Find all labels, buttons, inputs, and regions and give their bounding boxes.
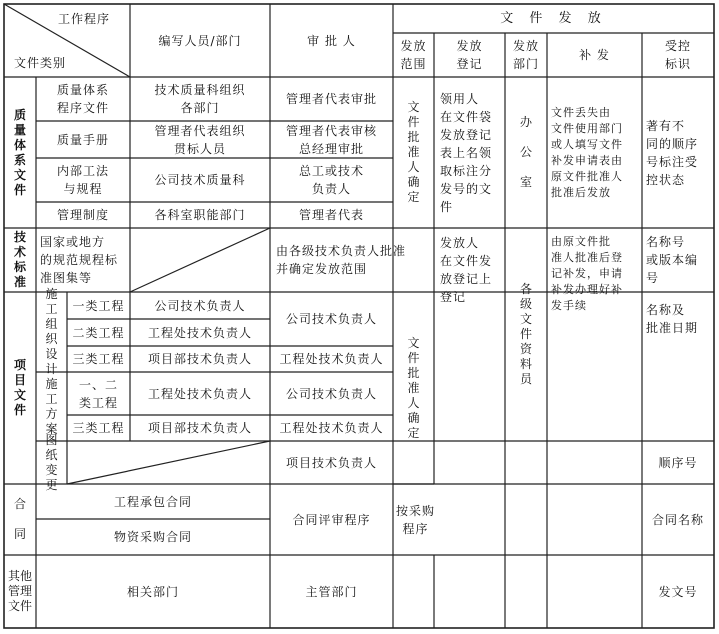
project-change-control-mark: 顺序号	[658, 455, 698, 470]
other-control-mark: 发文号	[658, 584, 698, 599]
other-writer: 相关部门	[126, 584, 179, 599]
header-issue-scope: 发放 范围	[400, 39, 427, 71]
quality-row-writer: 管理者代表组织 贯标人员	[154, 123, 246, 156]
other-approver: 主管部门	[305, 584, 358, 599]
quality-row-name: 质量体系 程序文件	[56, 83, 109, 115]
quality-group-label: 质量体系文件	[13, 107, 26, 197]
contract-control-mark: 合同名称	[651, 512, 704, 527]
project-issue-scope: 文件批准人确定	[407, 335, 420, 440]
project-class: 三类工程	[72, 421, 125, 435]
header-writer: 编写人员/部门	[158, 33, 242, 48]
project-approver-design-3: 工程处技术负责人	[279, 352, 384, 366]
tech-standards-name: 国家或地方 的规范规程标 准图集等	[40, 235, 119, 285]
project-writer: 项目部技术负责人	[147, 421, 252, 435]
quality-issue-dept: 办 公 室	[519, 115, 532, 189]
project-class: 二类工程	[72, 325, 125, 340]
quality-row-writer: 技术质量科组织 各部门	[154, 83, 246, 115]
tech-control-mark: 名称号 或版本编 号	[646, 235, 699, 285]
quality-row-writer: 公司技术质量科	[154, 173, 246, 187]
quality-row-approver: 总工或技术 负责人	[298, 164, 364, 196]
header-doc-category: 文件类别	[14, 56, 67, 70]
quality-row-writer: 各科室职能部门	[154, 208, 246, 222]
header-issue-register: 发放 登记	[456, 39, 483, 71]
project-control-mark: 名称及 批准日期	[646, 303, 699, 335]
project-class: 一类工程	[72, 298, 125, 313]
project-plan-label: 施工 方案	[45, 376, 58, 436]
quality-row-name: 内部工法 与规程	[56, 164, 109, 196]
project-approver-change: 项目技术负责人	[285, 455, 377, 470]
tech-group-label: 技术标准	[13, 230, 26, 289]
contract-materials: 物资采购合同	[113, 530, 192, 544]
project-writer: 工程处技术负责人	[147, 386, 252, 401]
contract-group-label: 合 同	[13, 497, 26, 541]
contract-issue-scope: 按采购 程序	[395, 503, 435, 536]
contract-approver: 合同评审程序	[292, 512, 371, 527]
project-approver-plan-3: 工程处技术负责人	[279, 421, 384, 435]
other-group-label: 其他 管理 文件	[8, 569, 33, 613]
quality-row-approver: 管理者代表审核 总经理审批	[285, 123, 377, 156]
project-design-label: 施工 组织 设计	[45, 287, 58, 376]
contract-engineering: 工程承包合同	[113, 494, 192, 509]
quality-row-name: 管理制度	[56, 208, 109, 222]
project-group-label: 项目文件	[13, 358, 26, 417]
header-issue-dept: 发放 部门	[512, 39, 539, 71]
project-change-label: 图纸 变更	[45, 432, 58, 492]
project-writer: 公司技术负责人	[154, 298, 246, 313]
quality-row-approver: 管理者代表审批	[285, 92, 377, 106]
tech-issue-register: 发放人 在文件发 放登记上 登记	[440, 236, 493, 304]
quality-issue-scope: 文件批准人确定	[407, 100, 420, 204]
quality-reissue: 文件丢失由 文件使用部门 或人填写文件 补发申请表由 原文件批准人 批准后发放	[551, 105, 623, 199]
project-issue-dept: 各 级 文 件 资 料 员	[519, 282, 532, 386]
header-approver: 审 批 人	[307, 33, 356, 48]
project-approver-plan-12: 公司技术负责人	[285, 386, 377, 401]
project-writer: 工程处技术负责人	[147, 325, 252, 340]
quality-control-mark: 著有不 同的顺序 号标注受 控状态	[646, 118, 699, 187]
tech-reissue: 由原文件批 准人批准后登 记补发，申请 补发办理好补 发手续	[551, 235, 623, 312]
project-class: 三类工程	[72, 352, 125, 366]
quality-issue-register: 领用人 在文件袋 发放登记 表上名领 取标注分 发号的文 件	[440, 91, 493, 214]
header-reissue: 补 发	[579, 48, 610, 62]
header-distribution: 文 件 发 放	[500, 10, 607, 26]
header-control-mark: 受控 标识	[664, 39, 691, 71]
quality-row-name: 质量手册	[56, 132, 109, 147]
project-writer: 项目部技术负责人	[147, 352, 252, 366]
header-work-procedure: 工作程序	[58, 12, 111, 26]
project-class: 一、二 类工程	[78, 377, 118, 410]
quality-row-approver: 管理者代表	[298, 208, 364, 222]
tech-approval: 由各级技术负责人批准 并确定发放范围	[276, 244, 407, 276]
project-approver-design-12: 公司技术负责人	[285, 312, 377, 326]
